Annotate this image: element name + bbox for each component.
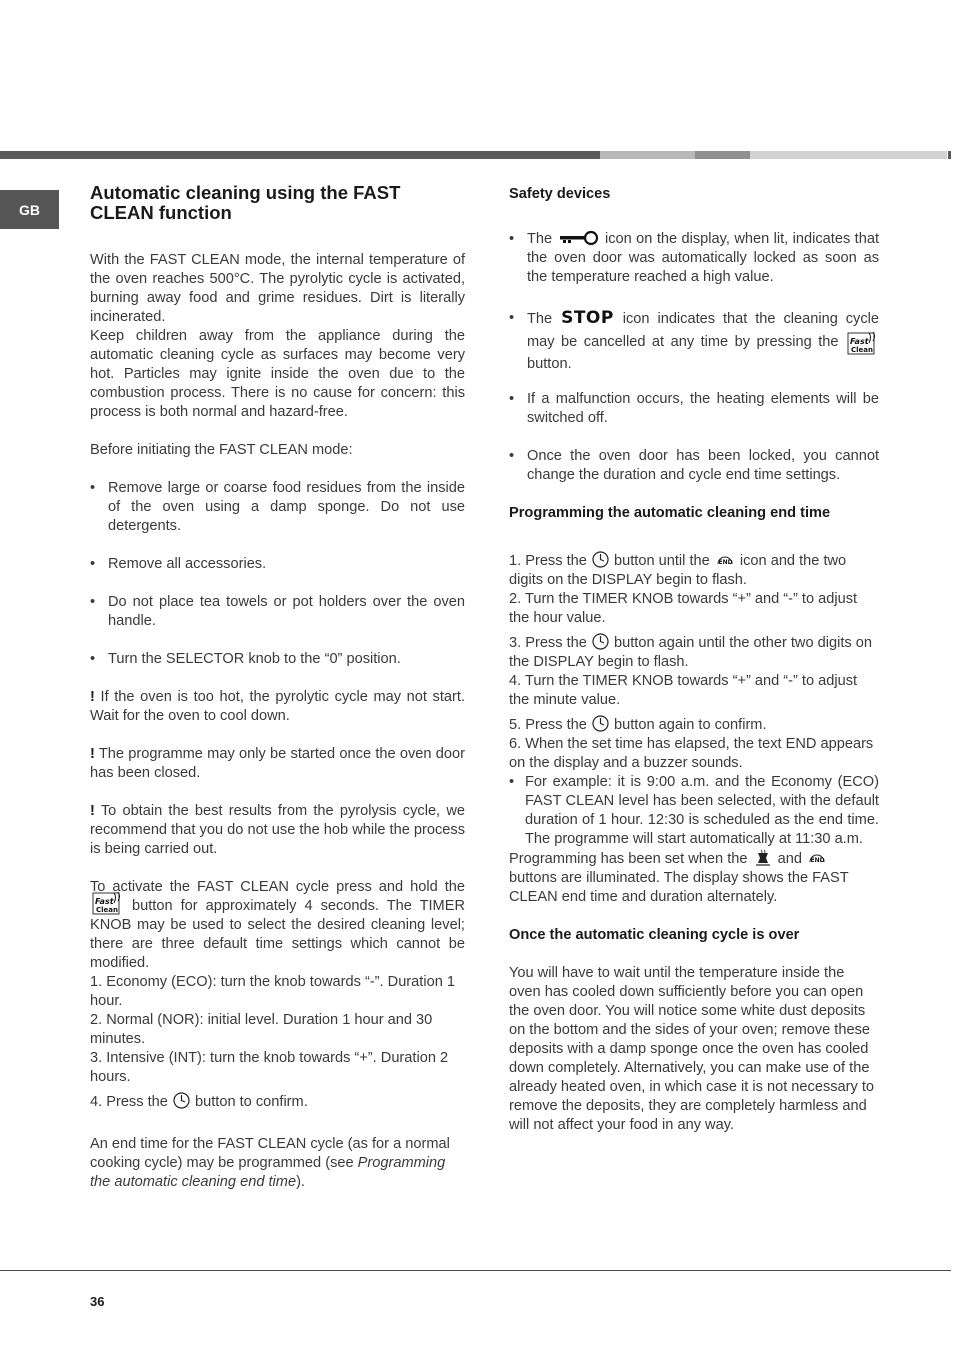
- end-icon: [715, 552, 735, 568]
- header-bar-light: [600, 151, 695, 159]
- safety-title: Safety devices: [509, 186, 611, 202]
- header-bar-light-2: [750, 151, 947, 159]
- key-lock-icon: [559, 230, 599, 246]
- list-item: • Do not place tea towels or pot holders over the oven handle.: [90, 594, 465, 629]
- step-item: 2. Turn the TIMER KNOB towards “+” and “-” to adjust the hour value.: [509, 591, 858, 626]
- list-item: • For example: it is 9:00 a.m. and the Economy (ECO) FAST CLEAN level has been selected, with the default duration of 1 hour. 12:30 is scheduled as the end time. The programme will start automatically at 11:30 a.m.: [509, 774, 879, 847]
- cycle-over-title: Once the automatic cleaning cycle is over: [509, 927, 800, 943]
- section-title: Automatic cleaning using the FAST CLEAN function: [90, 182, 401, 223]
- list-item: • Once the oven door has been locked, you cannot change the duration and cycle end time settings.: [509, 448, 879, 483]
- list-item: • Remove large or coarse food residues from the inside of the oven using a damp sponge. Do not use detergents.: [90, 480, 465, 534]
- svg-text:END: END: [718, 558, 733, 566]
- warning-note: ! If the oven is too hot, the pyrolytic cycle may not start. Wait for the oven to cool down.: [90, 689, 465, 724]
- stop-icon: STOP: [561, 308, 614, 328]
- list-item: • The STOP icon indicates that the cleaning cycle may be cancelled at any time by pressing the Fast Clean button.: [509, 308, 879, 372]
- end-icon: [807, 850, 827, 866]
- list-item: • Remove all accessories.: [90, 556, 267, 572]
- level-item: 1. Economy (ECO): turn the knob towards “-”. Duration 1 hour.: [90, 974, 455, 1009]
- warning-note: ! To obtain the best results from the pyrolysis cycle, we recommend that you do not use the hob while the process is being carried out.: [90, 803, 465, 857]
- header-bar-end: [948, 151, 951, 159]
- step-item: 1. Press the button until the END icon and the two digits on the DISPLAY begin to flash.: [509, 553, 847, 588]
- page-number: 36: [90, 1294, 105, 1309]
- right-column: [509, 183, 879, 1135]
- clock-icon: [592, 633, 609, 650]
- warning-mark: !: [90, 803, 95, 819]
- intro-paragraph-2: Keep children away from the appliance during the automatic cleaning cycle as surfaces may become very hot. Particles may ignite inside the oven due to the combustion process. There is no cause for concern: this process is both normal and hazard-free.: [90, 328, 465, 420]
- step-item: 6. When the set time has elapsed, the text END appears on the display and a buzzer sounds.: [509, 736, 874, 771]
- clock-icon: [592, 715, 609, 732]
- footer-rule: [0, 1270, 951, 1271]
- level-item: 2. Normal (NOR): initial level. Duration 1 hour and 30 minutes.: [90, 1012, 433, 1047]
- clock-icon: [592, 551, 609, 568]
- fast-clean-icon: [847, 331, 877, 355]
- svg-text:Clean: Clean: [96, 906, 118, 915]
- svg-text:END: END: [810, 856, 825, 864]
- warning-note: ! The programme may only be started once the oven door has been closed.: [90, 746, 466, 781]
- step-item: 4. Turn the TIMER KNOB towards “+” and “-” to adjust the minute value.: [509, 673, 858, 708]
- left-column: [90, 183, 465, 1192]
- end-time-paragraph: An end time for the FAST CLEAN cycle (as for a normal cooking cycle) may be programmed (see Programming the automatic cleaning end time).: [90, 1136, 450, 1190]
- cycle-over-paragraph: You will have to wait until the temperature inside the oven has cooled down sufficiently before you can open the oven door. You will notice some white dust deposits on the bottom and the sides of your oven; remove these deposits with a damp sponge once the oven has cooled down completely. Alternatively, you can make use of the already heated oven, in which case it is not necessary to remove the deposits, they are completely harmless and will not affect your food in any way.: [509, 965, 875, 1133]
- clock-icon: [173, 1092, 190, 1109]
- intro-paragraph: With the FAST CLEAN mode, the internal temperature of the oven reaches 500°C. The pyrolytic cycle is activated, burning away food and grime residues. Dirt is literally incinerated.: [90, 252, 465, 325]
- step-item: 5. Press the button again to confirm.: [509, 717, 767, 733]
- cross-reference: Programming the automatic cleaning end time: [90, 1155, 446, 1190]
- activate-paragraph: To activate the FAST CLEAN cycle press and hold the Fast Clean button for approximately 4 seconds. The TIMER KNOB may be used to select the desired cleaning level; there are three default time settings which cannot be modified.: [90, 879, 465, 971]
- header-bar-dark: [0, 151, 600, 159]
- list-item: • The icon on the display, when lit, indicates that the oven door was automatically locked as soon as the temperature reached a high value.: [509, 231, 879, 285]
- header-bar-mid: [695, 151, 750, 159]
- svg-text:Fast: Fast: [95, 897, 114, 907]
- svg-text:Fast: Fast: [850, 337, 869, 346]
- list-item: • Turn the SELECTOR knob to the “0” position.: [90, 651, 401, 667]
- pot-icon: [754, 849, 772, 866]
- level-item: 3. Intensive (INT): turn the knob towards “+”. Duration 2 hours.: [90, 1050, 449, 1085]
- programming-title: Programming the automatic cleaning end time: [509, 505, 831, 521]
- programming-set-paragraph: Programming has been set when the and END buttons are illuminated. The display shows the FAST CLEAN end time and duration alternately.: [509, 850, 879, 907]
- language-tab: GB: [0, 190, 59, 229]
- list-item: • If a malfunction occurs, the heating elements will be switched off.: [509, 391, 879, 426]
- warning-mark: !: [90, 746, 95, 762]
- step-item: 3. Press the button again until the other two digits on the DISPLAY begin to flash.: [509, 635, 872, 670]
- warning-mark: !: [90, 689, 95, 705]
- before-label: Before initiating the FAST CLEAN mode:: [90, 442, 353, 458]
- step-item: 4. Press the button to confirm.: [90, 1094, 308, 1110]
- svg-text:Clean: Clean: [851, 346, 873, 354]
- fast-clean-icon: [92, 891, 122, 915]
